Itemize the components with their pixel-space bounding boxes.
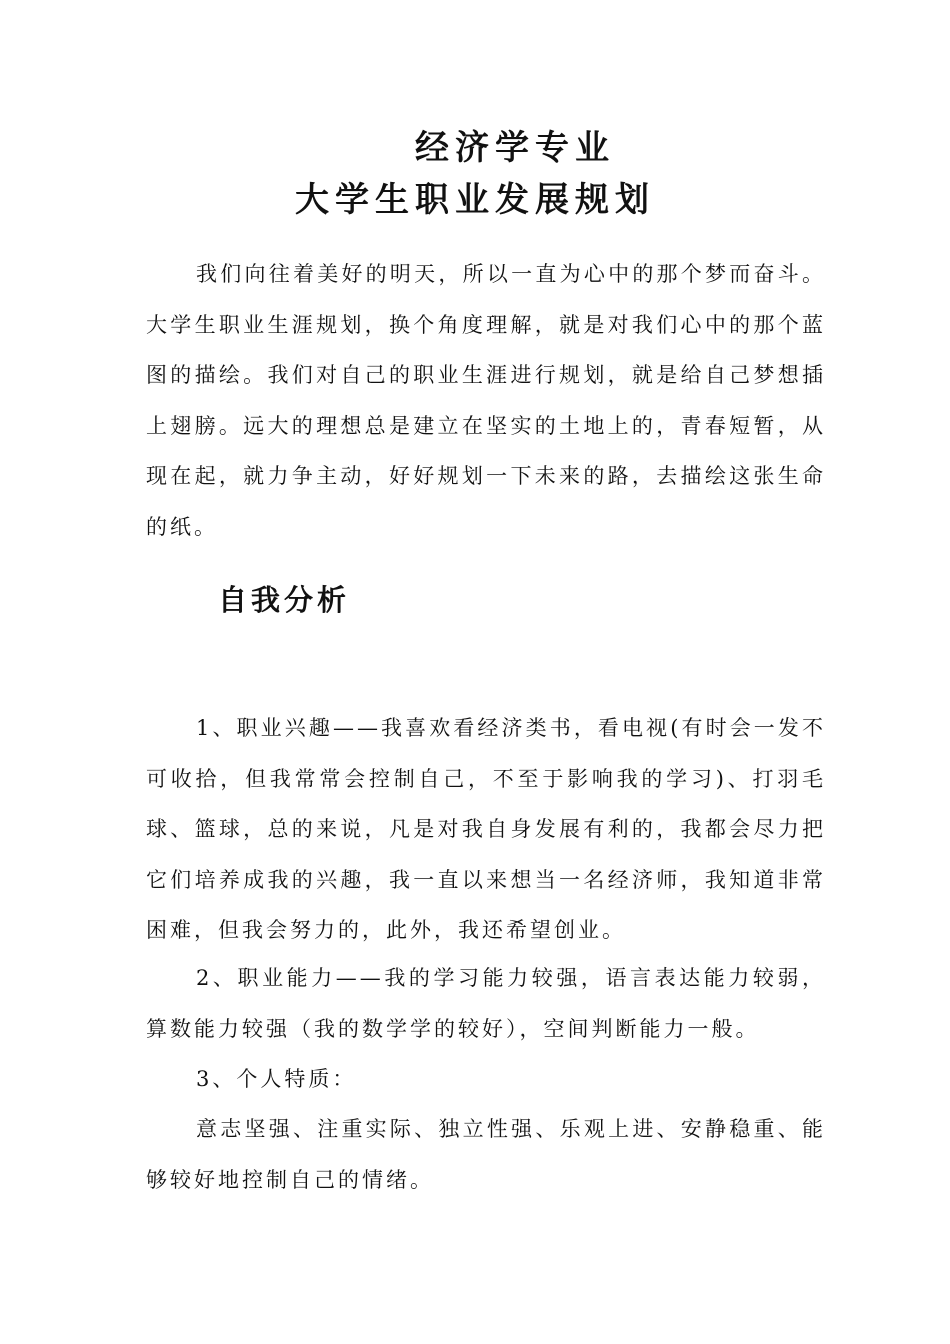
document-title-line2: 大学生职业发展规划 [295,180,655,220]
intro-paragraph: 我们向往着美好的明天，所以一直为心中的那个梦而奋斗。大学生职业生涯规划，换个角度理解，就是对我们心中的那个蓝图的描绘。我们对自己的职业生涯进行规划，就是给自己梦想插上翅膀。远大的理想总是建立在坚实的土地上的，青春短暂，从现在起，就力争主动，好好规划一下未来的路，去描绘这张生命的纸。 [146,262,826,539]
career-ability-paragraph: 2、职业能力——我的学习能力较强，语言表达能力较弱，算数能力较强（我的数学学的较好），空间判断能力一般。 [146,966,826,1041]
personal-traits-label: 3、个人特质： [196,1067,357,1091]
personal-traits-paragraph: 意志坚强、注重实际、独立性强、乐观上进、安静稳重、能够较好地控制自己的情绪。 [146,1117,826,1192]
document-title-line1: 经济学专业 [415,128,615,168]
section-heading-self-analysis: 自我分析 [218,583,351,617]
career-interest-paragraph: 1、职业兴趣——我喜欢看经济类书，看电视(有时会一发不可收拾，但我常常会控制自己，不至于影响我的学习)、打羽毛球、篮球，总的来说，凡是对我自身发展有利的，我都会尽力把它们培养成我的兴趣，我一直以来想当一名经济师，我知道非常困难，但我会努力的，此外，我还希望创业。 [146,716,826,942]
